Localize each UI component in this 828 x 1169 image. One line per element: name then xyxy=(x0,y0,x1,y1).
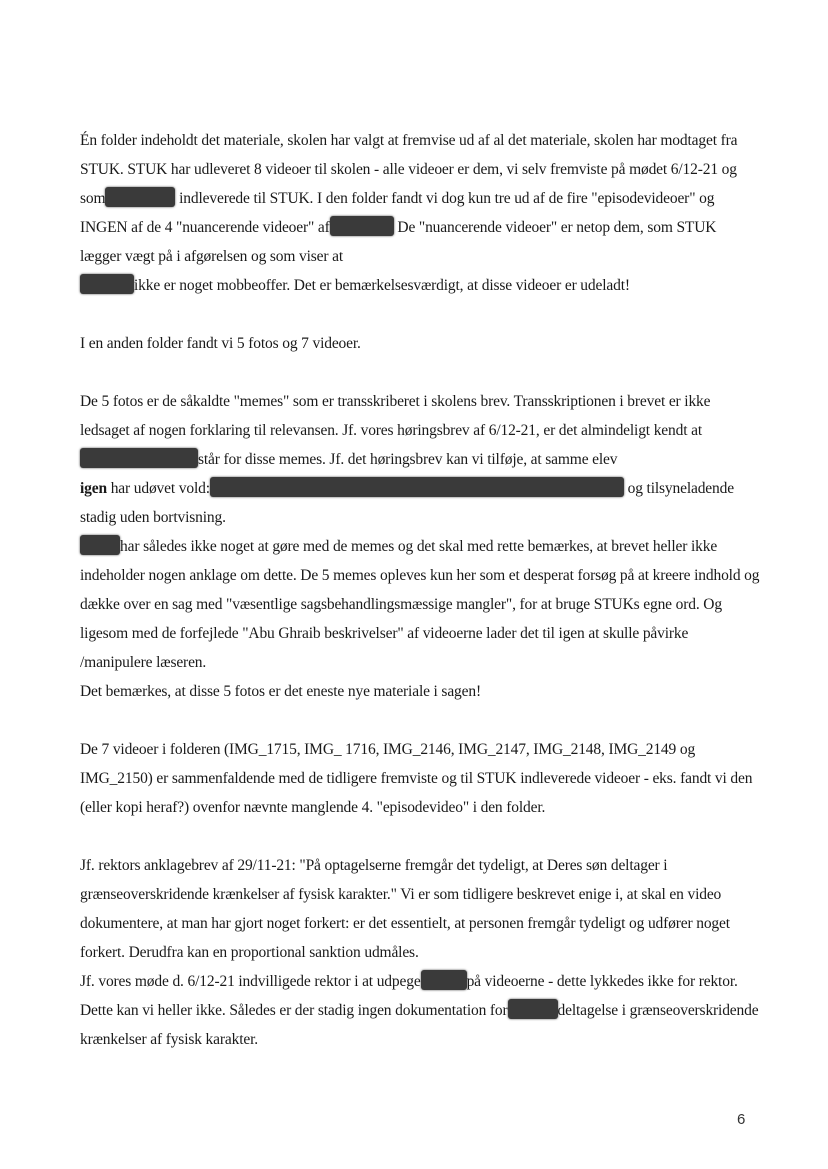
page-number: 6 xyxy=(737,1111,746,1128)
paragraph-accusation: Jf. rektors anklagebrev af 29/11-21: "På optagelserne fremgår det tydeligt, at Deres søn deltager i grænseoverskridende krænkelser af fysisk karakter." Vi er som tidligere beskrevet enige i, at skal en video dokumentere, at man har gjort noget forkert: er det essentielt, at personen fremgår tydeligt og udfører noget forkert. Derudfra kan en proportional sanktion udmåles. xyxy=(80,857,730,961)
paragraph-meeting: Jf. vores møde d. 6/12-21 indvilligede rektor i at udpege på videoerne - dette lykkedes ikke for rektor. Dette kan vi heller ikke. Således er der stadig ingen dokumentation for deltagelse i grænseoverskridende krænkelser af fysisk karakter. xyxy=(80,967,760,1054)
redaction-block xyxy=(421,970,467,990)
paragraph-folder-two: I en anden folder fandt vi 5 fotos og 7 videoer. xyxy=(80,335,361,352)
paragraph-photos: De 5 fotos er de såkaldte "memes" som er transskriberet i skolens brev. Transskriptionen i brevet er ikke ledsaget af nogen forklaring til relevansen. Jf. vores høringsbrev af 6/12-21, er det almindeligt kendt atstår for disse memes. Jf. det høringsbrev kan vi tilføje, at samme elev igen har udøvet vold: og tilsyneladende stadig uden bortvisning. xyxy=(80,393,734,526)
redaction-block xyxy=(330,216,394,236)
paragraph-folder-one: Én folder indeholdt det materiale, skolen har valgt at fremvise ud af al det materiale, skolen har modtaget fra STUK. STUK har udleveret 8 videoer til skolen - alle videoer er dem, vi selv fremviste på mødet 6/12-21 og som indleverede til STUK. I den folder fandt vi dog kun tre ud af de fire "episodevideoer" og INGEN af de 4 "nuancerende videoer" af De "nuancerende videoer" er netop dem, som STUK lægger vægt på i afgørelsen og som viser at ikke er noget mobbeoffer. Det er bemærkelsesværdigt, at disse videoer er udeladt! xyxy=(80,132,738,294)
paragraph-videos: De 7 videoer i folderen (IMG_1715, IMG_ 1716, IMG_2146, IMG_2147, IMG_2148, IMG_2149 og IMG_2150) er sammenfaldende med de tidligere fremviste og til STUK indleverede videoer - eks. fandt vi den (eller kopi heraf?) ovenfor nævnte manglende 4. "episodevideo" i den folder. xyxy=(80,741,753,816)
redaction-block xyxy=(210,477,624,497)
redaction-block xyxy=(80,448,198,468)
paragraph-new-material: Det bemærkes, at disse 5 fotos er det eneste nye materiale i sagen! xyxy=(80,683,481,700)
redaction-block xyxy=(80,274,134,294)
redaction-block xyxy=(508,999,558,1019)
paragraph-memes: har således ikke noget at gøre med de memes og det skal med rette bemærkes, at brevet heller ikke indeholder nogen anklage om dette. De 5 memes opleves kun her som et desperat forsøg på at kreere indhold og dække over en sag med "væsentlige sagsbehandlingsmæssige mangler", for at bruge STUKs egne ord. Og ligesom med de forfejlede "Abu Ghraib beskrivelser" af videoerne lader det til igen at skulle påvirke /manipulere læseren. xyxy=(80,532,760,677)
document-body xyxy=(80,126,760,1054)
redaction-block xyxy=(80,535,120,555)
redaction-block xyxy=(105,187,175,207)
